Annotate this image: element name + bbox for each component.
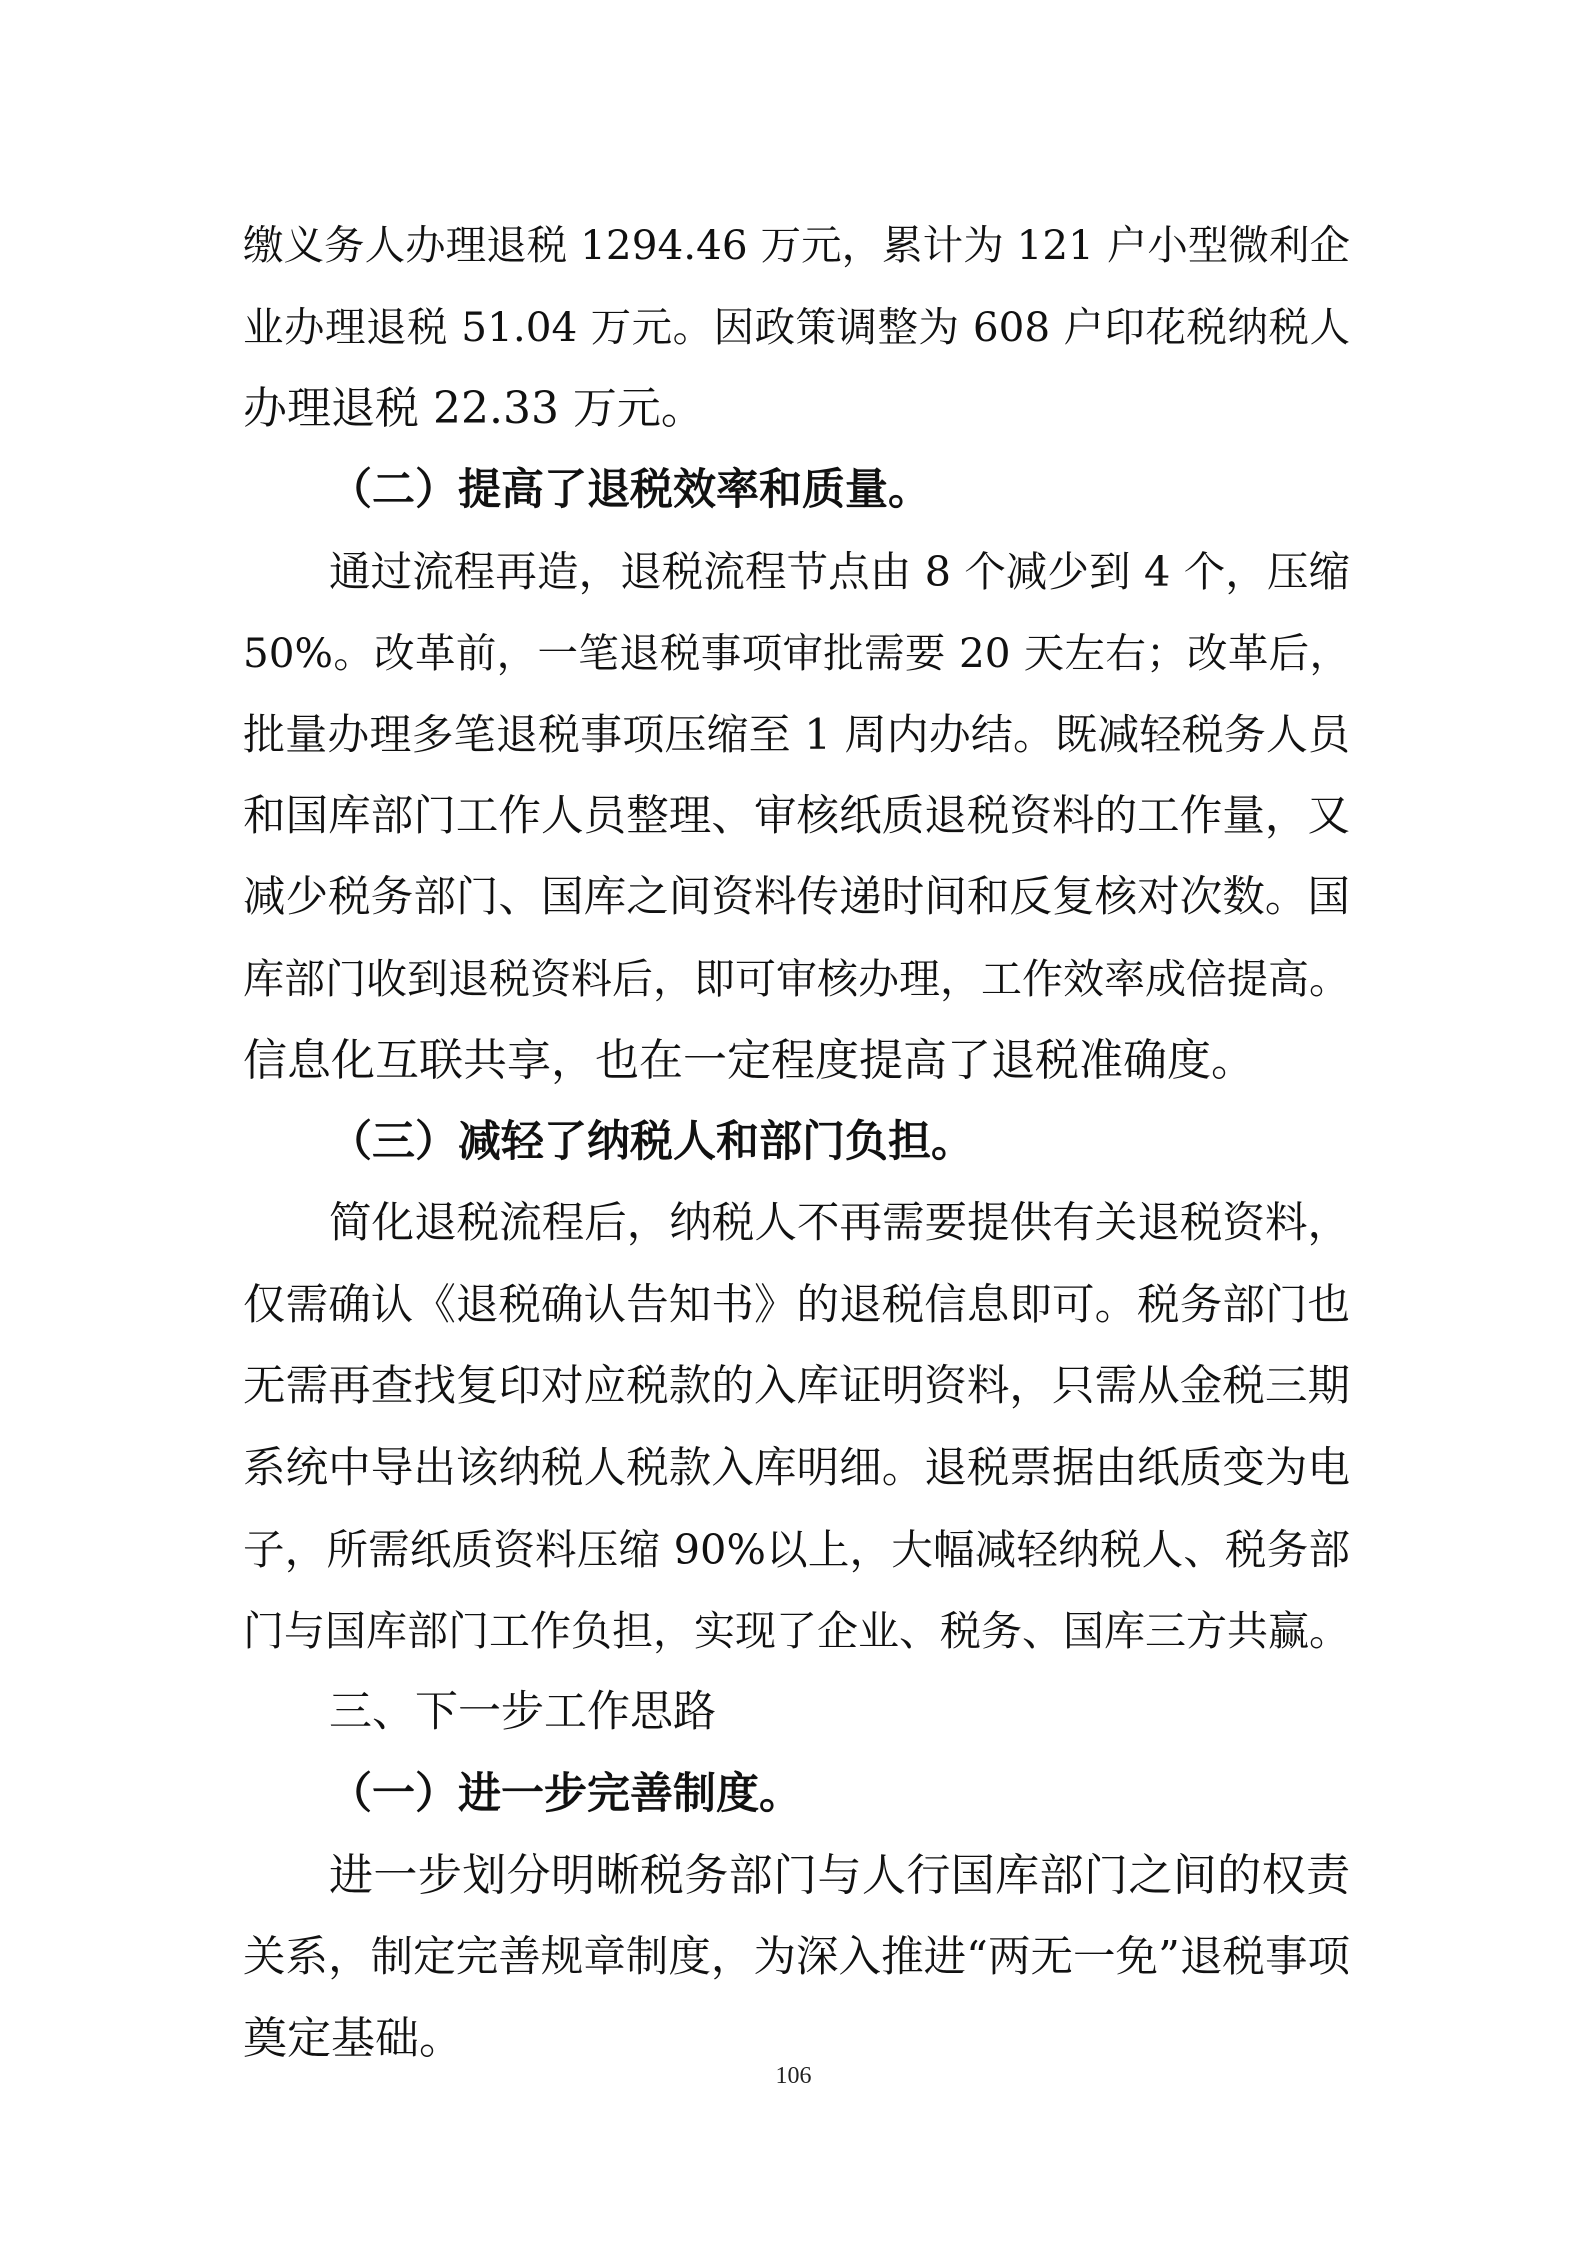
paragraph-3-line-4: 系统中导出该纳税人税款入库明细。退税票据由纸质变为电 [243, 1443, 1350, 1493]
paragraph-1-line-3: 办理退税 22.33 万元。 [243, 383, 705, 434]
subheading-efficiency: （二）提高了退税效率和质量。 [329, 464, 931, 515]
paragraph-3-line-3: 无需再查找复印对应税款的入库证明资料，只需从金税三期 [243, 1362, 1350, 1411]
section-heading-next-steps: 三、下一步工作思路 [329, 1687, 716, 1737]
paragraph-1-line-1: 缴义务人办理退税 1294.46 万元，累计为 121 户小型微利企 [243, 221, 1350, 269]
paragraph-4-line-2: 关系，制定完善规章制度，为深入推进“两无一免”退税事项 [243, 1932, 1350, 1982]
paragraph-2-line-2: 50%。改革前，一笔退税事项审批需要 20 天左右；改革后， [243, 628, 1350, 677]
paragraph-2-line-7: 信息化互联共享，也在一定程度提高了退税准确度。 [243, 1035, 1255, 1086]
paragraph-4-line-1: 进一步划分明晰税务部门与人行国库部门之间的权责 [329, 1850, 1350, 1901]
paragraph-4-line-3: 奠定基础。 [243, 2013, 463, 2064]
subheading-improve-system: （一）进一步完善制度。 [329, 1768, 802, 1819]
paragraph-1-line-2: 业办理退税 51.04 万元。因政策调整为 608 户印花税纳税人 [243, 302, 1350, 351]
paragraph-2-line-4: 和国库部门工作人员整理、审核纸质退税资料的工作量，又 [243, 791, 1350, 841]
paragraph-3-line-5: 子，所需纸质资料压缩 90%以上，大幅减轻纳税人、税务部 [243, 1525, 1350, 1574]
paragraph-2-line-5: 减少税务部门、国库之间资料传递时间和反复核对次数。国 [243, 873, 1350, 922]
page-body [243, 205, 1350, 2080]
paragraph-3-line-1: 简化退税流程后，纳税人不再需要提供有关退税资料， [329, 1199, 1350, 1248]
subheading-burden: （三）减轻了纳税人和部门负担。 [329, 1116, 974, 1167]
paragraph-2-line-6: 库部门收到退税资料后，即可审核办理，工作效率成倍提高。 [243, 954, 1350, 1003]
paragraph-3-line-6: 门与国库部门工作负担，实现了企业、税务、国库三方共赢。 [243, 1606, 1350, 1655]
paragraph-2-line-1: 通过流程再造，退税流程节点由 8 个减少到 4 个，压缩 [329, 547, 1350, 596]
paragraph-2-line-3: 批量办理多笔退税事项压缩至 1 周内办结。既减轻税务人员 [243, 710, 1350, 759]
paragraph-3-line-2: 仅需确认《退税确认告知书》的退税信息即可。税务部门也 [243, 1280, 1350, 1330]
page-number: 106 [775, 2063, 812, 2089]
